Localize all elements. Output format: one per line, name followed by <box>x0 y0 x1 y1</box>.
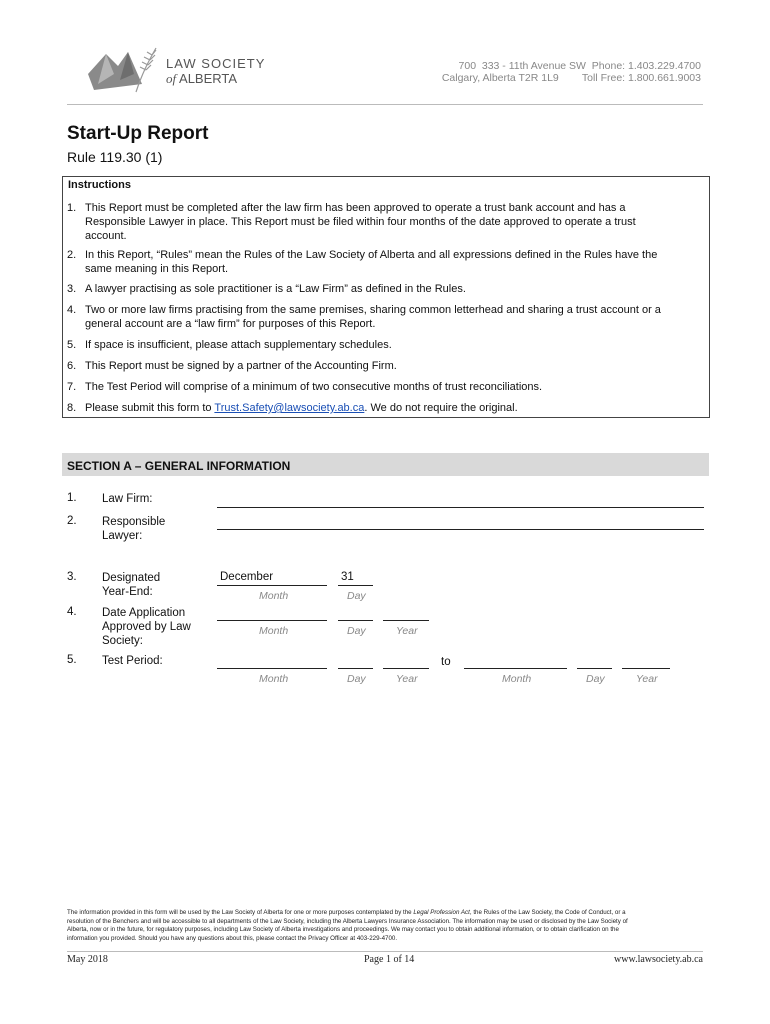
date-approved-label: Date Application Approved by Law Society: <box>102 607 191 647</box>
address-line2: Calgary, Alberta T2R 1L9 Toll Free: 1.800.661.9003 <box>441 72 701 84</box>
date-approved-day-field[interactable] <box>338 620 373 621</box>
year-end-label: Designated Year-End: <box>102 572 161 598</box>
day-hint: Day <box>347 590 366 602</box>
month-hint: Month <box>259 625 289 637</box>
year-end-day-field[interactable] <box>338 585 373 586</box>
year-hint: Year <box>396 625 418 637</box>
field-number: 4. <box>67 606 77 618</box>
law-society-logo-icon <box>84 44 160 96</box>
page-title: Start-Up Report <box>67 123 209 144</box>
date-approved-year-field[interactable] <box>383 620 429 621</box>
test-period-to-label: to <box>441 656 451 668</box>
month-hint: Month <box>502 673 532 685</box>
test-period-end-year-field[interactable] <box>622 668 670 669</box>
field-number: 3. <box>67 571 77 583</box>
privacy-notice: The information provided in this form will be used by the Law Society of Alberta for one or more purposes contemplated by the Legal Profession Act, the Rules of the Law Society, the Code of Conduct, or a resolution of the Benchers and will be accessible to all departments of the Law Society, including the Alberta Lawyers Insurance Association. The information may be used or disclosed by the Law Society of Alberta, now or in the future, for regulatory purposes, including Law Society of Alberta investigations and proceedings. We may contact you to obtain additional information, or to obtain clarification on the information you provided. Should you have any questions about this, please contact the Privacy Officer at 403-229-4700. <box>67 909 628 942</box>
test-period-start-month-field[interactable] <box>217 668 327 669</box>
field-number: 1. <box>67 492 77 504</box>
test-period-label: Test Period: <box>102 655 163 667</box>
test-period-end-day-field[interactable] <box>577 668 612 669</box>
responsible-lawyer-label: Responsible Lawyer: <box>102 516 166 542</box>
year-end-day-value[interactable]: 31 <box>341 571 354 583</box>
test-period-end-month-field[interactable] <box>464 668 567 669</box>
footer-date: May 2018 <box>67 954 108 965</box>
org-name-line1: LAW SOCIETY <box>166 56 266 71</box>
trust-safety-email-link[interactable]: Trust.Safety@lawsociety.ab.ca <box>214 402 365 414</box>
test-period-start-day-field[interactable] <box>338 668 373 669</box>
year-end-month-value[interactable]: December <box>220 571 274 583</box>
law-firm-field[interactable] <box>217 507 704 508</box>
section-a-title: SECTION A – GENERAL INFORMATION <box>67 459 291 473</box>
day-hint: Day <box>586 673 605 685</box>
date-approved-month-field[interactable] <box>217 620 327 621</box>
law-firm-label: Law Firm: <box>102 493 153 505</box>
day-hint: Day <box>347 673 366 685</box>
year-hint: Year <box>636 673 658 685</box>
year-hint: Year <box>396 673 418 685</box>
field-number: 5. <box>67 654 77 666</box>
day-hint: Day <box>347 625 366 637</box>
address-line1: 700 333 - 11th Avenue SW Phone: 1.403.229.4700 <box>458 60 701 72</box>
footer-divider <box>67 951 703 952</box>
year-end-month-field[interactable] <box>217 585 327 586</box>
header-divider <box>67 104 703 105</box>
month-hint: Month <box>259 673 289 685</box>
test-period-start-year-field[interactable] <box>383 668 429 669</box>
instructions-heading: Instructions <box>68 179 131 191</box>
footer-page-number: Page 1 of 14 <box>364 954 415 965</box>
responsible-lawyer-field[interactable] <box>217 529 704 530</box>
page-subtitle: Rule 119.30 (1) <box>67 149 163 165</box>
footer-website[interactable]: www.lawsociety.ab.ca <box>614 954 703 965</box>
org-name-line2: of ALBERTA <box>166 71 238 86</box>
month-hint: Month <box>259 590 289 602</box>
field-number: 2. <box>67 515 77 527</box>
